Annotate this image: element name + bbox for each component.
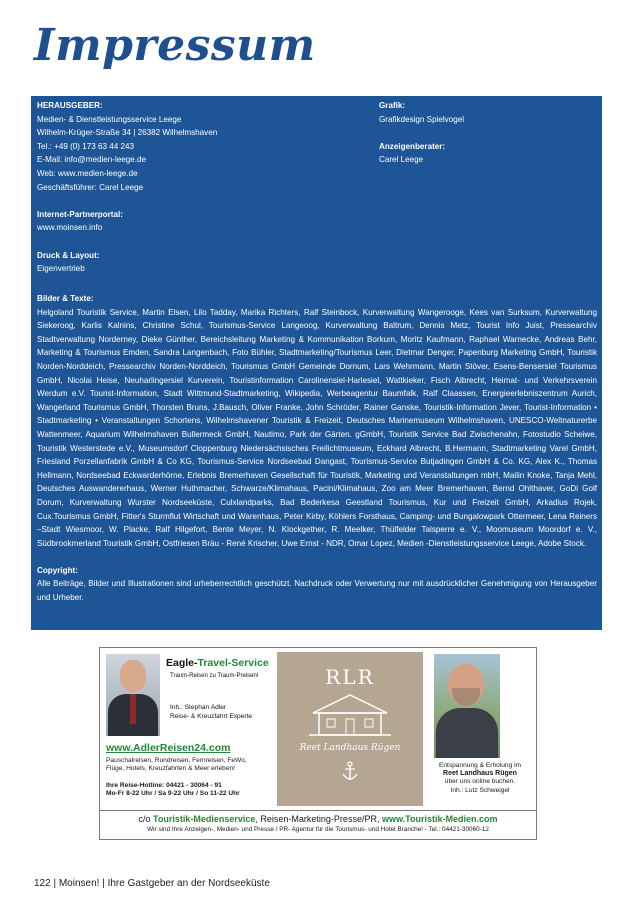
- grafik-value: Grafikdesign Spielvogel: [379, 114, 465, 124]
- bilder-text: Helgoland Touristik Service, Martin Elsen, Lilo Tadday, Marika Richters, Ralf Steinbock, Kurverwaltung Wangerooge, Kees van Surksum, Kurverwaltung Siekeroog, Karlis Kalnins, Christine Schul, Tourismus-Service Langeoog, Kurverwaltung Baltrum, Dennis Metz, Tourist Info Juist, Pressearchiv Stadtverwaltung Norderney, Dieke Günther, Bereichsleitung Marketing & Kommunikation Borkum, Moritz Kaufmann, Raphael Warnecke, Andreas Behr, Marketing & Tourismus Emden, Sandra Langenbach, Foto Bühler, Stadtmarketing/Tourismus Leer, Dietmar Denger, Papenburg Marketing GmbH, Touristik Norden-Norddeich, Pressearchiv Norden-Norddeich, Tourismus GmbH Gemeinde Dornum, Lars Wehrmann, Martin Stöver, Esens-Bensersiel Tourismus GmbH, Nicolai Heise, Neuharlingersiel Kurverein, Touristinformation Carolinensiel-Harlesiel, Wattkieker, Fisch Albrecht, Heimat- und Verkehrsverein Werdum e.V. Tourist-Information, Stadt Wittmund-Stadtmarketing, Wikipedia, Werbeagentur Baumfalk, Ralf Claassen, Energieerlebniszentrum Aurich, Wangerland Tourismus GmbH, Thorsten Bruns, J.Bausch, Oliver Franke, John Schröder, Rainer Ganske, Touristik-Information Jever, Tourist-Information • Stadtmarketing • Veranstaltungen Schortens, Wilhelmshavener Touristik & Freizeit, Deutsches Marinemuseum Wilhelmshaven, UNESCO-Weltnaturerbe Wattenmeer, Aquarium Wilhelmshaven Bullermeck GmbH, Nautimo, Park der Gärten. gGmbH, Touristik Service Bad Zwischenahn, Fotostudio Scheiwe, Touristik Westerstede e.V., Museumsdorf Cloppenburg Niedersächsisches Freilichtmuseum, Eckhard Albrecht, B.Hermann, Stadtmarketing Varel GmbH, Friesland Porzellanfabrik GmbH & Co KG, Tourismus-Service Nordseebad Dangast, Tourismus-Service Butjadingen GmbH & Co. KG, Alex K., Thomas Hellmann, Nordseebad Eckwarderhörne, Erlebnis Bremerhaven Gesellschaft für Touristik, Marketing und Veranstaltungen mbH, Mailin Knoke, Tanja Mehl, Deutsches Auswandererhaus, Werner Huthmacher, Schwarze/Klimahaus, Pacini/Klimahaus, Zoo am Meer Bremerhaven, Bernd Ohlthaver, GoDi Golf Dorum, Kurverwaltung Wurster Nordseeküste, Culxlandparks, Bad Bederkesa Geestland Tourismus, Kur und Freizeit GmbH, Arkadius Rojek, Cux.Tourismus GmbH, Fitter's Sturmflut Wirtschaft und Warenhaus, Peter Kirby, Köhlers Forsthaus, Camping- und Bungalowpark Ottermeer, Lena Reiners –Stadt Wiesmoor, W. Placke, Ralf Hilgefort, Bente Meyer, N. Klockgether, R. Meelker, Thülfelder Talsperre e. V., Moomuseum Moordorf e. V., Südbrookmerland Touristik GmbH, Ostfriesen Bräu - René Krischer, Uwe Ernst - NDR, Omar Lopez, Medien -Dienstleistungsservice Leege, Adobe Stock.: [37, 307, 597, 548]
- anzeigen-label: Anzeigenberater:: [379, 141, 446, 151]
- copyright-text: Alle Beiträge, Bilder und Illustrationen sind urheberrechtlich geschützt. Nachdruck oder Verwertung nur mit ausdrücklicher Genehmigung von Herausgeber und Urheber.: [37, 579, 597, 603]
- grafik-label: Grafik:: [379, 101, 406, 110]
- eagle-slogan: Traum-Reisen zu Traum-Preisen!: [170, 673, 259, 679]
- druck-value: Eigenvertrieb: [37, 264, 85, 274]
- credits-section: [37, 292, 597, 605]
- eagle-owner: Inh.: Stephan Adler Reise- & Kreuzfahrt Experte: [170, 704, 253, 720]
- eagle-travel-logo: Eagle-Travel-Service: [166, 657, 269, 669]
- herausgeber-line: Medien- & Dienstleistungsservice Leege: [37, 114, 182, 124]
- portrait-lutz-schweigel: [434, 654, 500, 758]
- eagle-hotline: Ihre Reise-Hotline: 04421 - 30064 - 91 Mo-Fr 8-22 Uhr / Sa 9-22 Uhr / So 11-22 Uhr: [106, 782, 240, 798]
- portrait-stephan-adler: [106, 654, 160, 736]
- touristik-medien-link[interactable]: www.Touristik-Medien.com: [381, 814, 498, 824]
- portal-label: Internet-Partnerportal:: [37, 209, 123, 219]
- bilder-label: Bilder & Texte:: [37, 294, 94, 303]
- copyright-label: Copyright:: [37, 565, 78, 575]
- agency-tagline: Wir sind Ihre Anzeigen-, Medien- und Presse / PR- Agentur für die Tourismus- und Hotel Branche! - Tel.: 04421-30060-12: [147, 826, 489, 833]
- agency-footer: c/o Touristik-Medienservice, Reisen-Marketing-Presse/PR, www.Touristik-Medien.com Wir sind Ihre Anzeigen-, Medien- und Presse / PR- Agentur für die Tourismus- und Hotel Branche! - Tel.: 04421-30060-12: [100, 810, 536, 839]
- house-icon: [305, 691, 395, 739]
- rlr-logo-text: RLR: [325, 665, 375, 689]
- herausgeber-email[interactable]: E-Mail: info@medien-leege.de: [37, 155, 146, 165]
- left-column: [37, 99, 367, 276]
- right-column: [379, 99, 599, 167]
- anchor-icon: [340, 761, 360, 783]
- herausgeber-web[interactable]: Web: www.medien-leege.de: [37, 168, 138, 178]
- herausgeber-line: Wilhelm-Krüger-Straße 34 | 26382 Wilhelmshaven: [37, 128, 218, 138]
- eagle-services: Pauschalreisen, Rundreisen, Fernreisen, FeWo, Flüge, Hotels, Kreuzfahrten & Meer erleben!: [106, 757, 247, 773]
- advertisement: [99, 647, 537, 840]
- page-title: Impressum: [34, 20, 316, 71]
- rlr-logo-panel: [277, 652, 423, 806]
- impressum-box: [31, 96, 602, 630]
- herausgeber-manager: Geschäftsführer: Carel Leege: [37, 182, 144, 192]
- reet-landhaus-info: Entspannung & Erholung im Reet Landhaus Rügen über uns online buchen. Inh.: Lutz Schweigel: [438, 762, 522, 794]
- page-footer: 122 | Moinsen! | Ihre Gastgeber an der Nordseeküste: [34, 878, 270, 889]
- druck-label: Druck & Layout:: [37, 250, 100, 260]
- portal-value[interactable]: www.moinsen.info: [37, 223, 103, 233]
- herausgeber-label: HERAUSGEBER:: [37, 101, 103, 110]
- adlerreisen-link[interactable]: www.AdlerReisen24.com: [106, 742, 231, 754]
- rlr-script: Reet Landhaus Rügen: [299, 743, 401, 753]
- anzeigen-value: Carel Leege: [379, 155, 424, 165]
- herausgeber-phone: Tel.: +49 (0) 173 63 44 243: [37, 141, 134, 151]
